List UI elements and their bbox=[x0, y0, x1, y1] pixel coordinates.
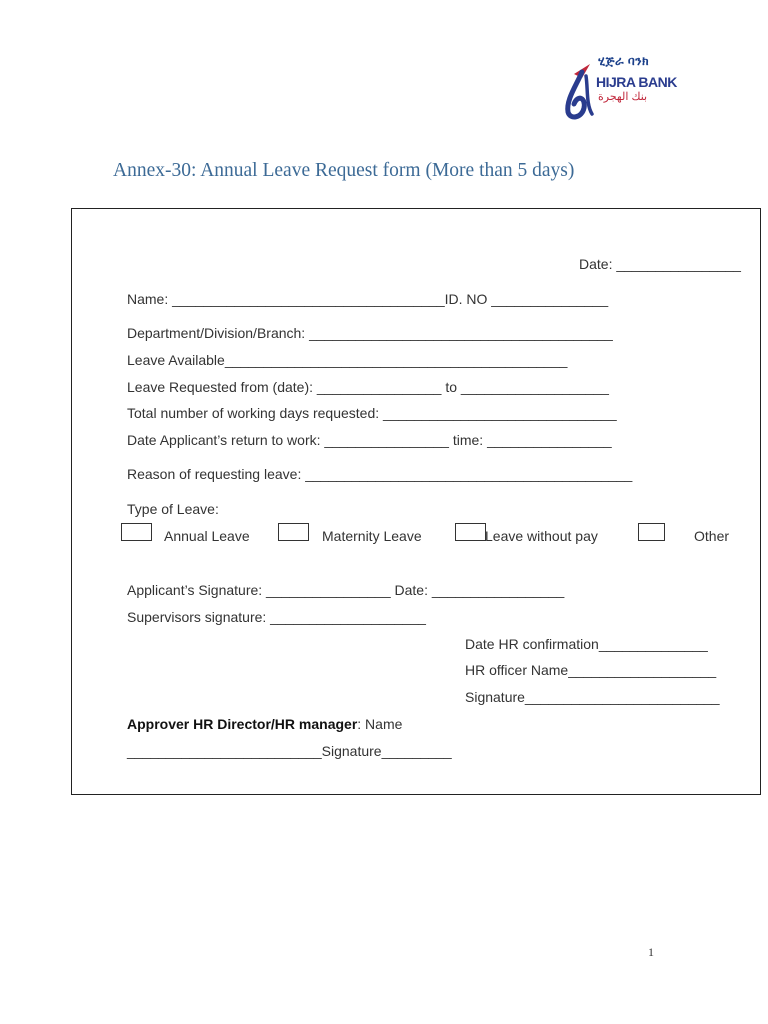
label-maternity-leave: Maternity Leave bbox=[322, 528, 422, 544]
hr-signature-field[interactable]: Signature_________________________ bbox=[465, 689, 720, 705]
hr-confirmation-date-field[interactable]: Date HR confirmation______________ bbox=[465, 636, 708, 652]
checkbox-leave-without-pay[interactable] bbox=[455, 523, 486, 541]
applicant-signature-field[interactable]: Applicant’s Signature: ________________ Date: _________________ bbox=[127, 582, 565, 598]
hr-officer-name-field[interactable]: HR officer Name___________________ bbox=[465, 662, 717, 678]
checkbox-annual-leave[interactable] bbox=[121, 523, 152, 541]
logo-arabic-text: بنك الهجرة bbox=[598, 91, 648, 103]
label-other: Other bbox=[694, 528, 730, 544]
return-date-field[interactable]: Date Applicant’s return to work: ________________ time: ________________ bbox=[127, 432, 612, 448]
label-annual-leave: Annual Leave bbox=[164, 528, 250, 544]
department-field[interactable]: Department/Division/Branch: _______________________________________ bbox=[127, 325, 613, 341]
page-number: 1 bbox=[648, 945, 654, 959]
approver-name-label: : Name bbox=[357, 716, 403, 732]
supervisor-signature-field[interactable]: Supervisors signature: ____________________ bbox=[127, 609, 426, 625]
approver-row bbox=[127, 716, 402, 732]
approver-signature-field[interactable]: _________________________Signature_________ bbox=[127, 743, 452, 759]
total-days-field[interactable]: Total number of working days requested: ______________________________ bbox=[127, 405, 617, 421]
reason-field[interactable]: Reason of requesting leave: __________________________________________ bbox=[127, 466, 633, 482]
checkbox-other[interactable] bbox=[638, 523, 665, 541]
type-of-leave-label: Type of Leave: bbox=[127, 501, 219, 517]
checkbox-maternity-leave[interactable] bbox=[278, 523, 309, 541]
bank-logo bbox=[558, 52, 677, 124]
leave-available-field[interactable]: Leave Available____________________________________________ bbox=[127, 352, 568, 368]
page-title: Annex-30: Annual Leave Request form (More than 5 days) bbox=[113, 160, 575, 181]
approver-label: Approver HR Director/HR manager bbox=[127, 716, 358, 732]
date-field[interactable]: Date: ________________ bbox=[579, 256, 741, 272]
logo-bank-name: HIJRA BANK bbox=[596, 74, 677, 90]
logo-amharic-text: ሂጅራ ባንክ bbox=[598, 54, 650, 68]
label-leave-without-pay: Leave without pay bbox=[485, 528, 598, 544]
leave-requested-field[interactable]: Leave Requested from (date): ________________ to ___________________ bbox=[127, 379, 609, 395]
logo-mark-icon bbox=[560, 60, 600, 120]
name-id-field[interactable]: Name: ___________________________________ID. NO _______________ bbox=[127, 291, 609, 307]
